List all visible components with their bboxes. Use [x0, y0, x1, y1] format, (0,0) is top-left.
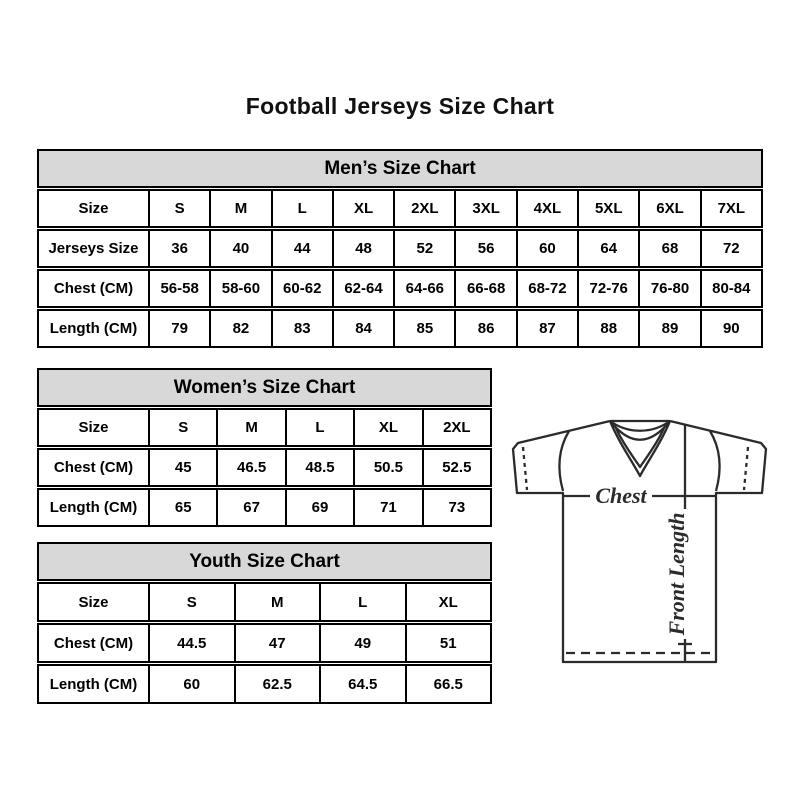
row-label-cell: Size	[78, 419, 109, 436]
mens-table-title: Men’s Size Chart	[324, 157, 476, 179]
youth-size-table	[37, 542, 492, 704]
right-armhole-seam	[710, 431, 720, 491]
value-cell: 50.5	[353, 450, 421, 485]
row-label-cell: Size	[78, 200, 109, 217]
row-label-cell: Chest (CM)	[53, 634, 134, 652]
value-cell: 80-84	[700, 271, 761, 306]
value-cell: 64.5	[319, 666, 405, 702]
table-row	[37, 488, 492, 527]
row-label-cell: Size	[78, 593, 109, 611]
value-cell: 52	[393, 231, 454, 266]
row-label-cell: Chest (CM)	[53, 280, 134, 297]
value-cell: 72-76	[577, 271, 638, 306]
value-cell: S	[148, 584, 234, 620]
value-cell: M	[209, 191, 270, 226]
table-row	[37, 269, 763, 308]
value-cell: 90	[700, 311, 761, 346]
value-cell: 84	[332, 311, 393, 346]
value-cell: 40	[209, 231, 270, 266]
left-armhole-seam	[559, 431, 569, 491]
mens-size-table	[37, 149, 763, 348]
page-title: Football Jerseys Size Chart	[245, 93, 555, 119]
value-cell: 48	[332, 231, 393, 266]
table-row	[37, 582, 492, 622]
value-cell: XL	[353, 410, 421, 445]
value-cell: 72	[700, 231, 761, 266]
value-cell: 82	[209, 311, 270, 346]
value-cell: 3XL	[454, 191, 515, 226]
value-cell: 67	[216, 490, 284, 525]
value-cell: 62-64	[332, 271, 393, 306]
table-row	[37, 623, 492, 663]
value-cell: 48.5	[285, 450, 353, 485]
row-label-cell: Chest (CM)	[53, 459, 134, 476]
value-cell: 56	[454, 231, 515, 266]
value-cell: 68	[638, 231, 699, 266]
table-row	[37, 309, 763, 348]
row-label-cell: Length (CM)	[49, 499, 138, 516]
womens-table-title-band	[37, 368, 492, 407]
table-row	[37, 408, 492, 447]
value-cell: 66-68	[454, 271, 515, 306]
value-cell: M	[234, 584, 320, 620]
value-cell: 36	[148, 231, 209, 266]
left-cuff-dashed-line	[523, 447, 527, 490]
value-cell: 51	[405, 625, 491, 661]
value-cell: 66.5	[405, 666, 491, 702]
row-label-cell: Length (CM)	[49, 675, 138, 693]
value-cell: 2XL	[393, 191, 454, 226]
value-cell: 62.5	[234, 666, 320, 702]
value-cell: 44	[271, 231, 332, 266]
value-cell: 7XL	[700, 191, 761, 226]
jersey-measurement-diagram	[500, 403, 772, 665]
value-cell: M	[216, 410, 284, 445]
value-cell: 85	[393, 311, 454, 346]
value-cell: 52.5	[422, 450, 490, 485]
chest-label: Chest	[595, 483, 647, 508]
value-cell: 87	[516, 311, 577, 346]
value-cell: 46.5	[216, 450, 284, 485]
value-cell: 56-58	[148, 271, 209, 306]
value-cell: 4XL	[516, 191, 577, 226]
table-row	[37, 189, 763, 228]
value-cell: XL	[332, 191, 393, 226]
value-cell: 60-62	[271, 271, 332, 306]
front-length-label: Front Length	[664, 512, 689, 636]
value-cell: 49	[319, 625, 405, 661]
value-cell: 44.5	[148, 625, 234, 661]
mens-table-title-band	[37, 149, 763, 188]
table-row	[37, 229, 763, 268]
value-cell: 60	[516, 231, 577, 266]
value-cell: 86	[454, 311, 515, 346]
table-row	[37, 664, 492, 704]
value-cell: 83	[271, 311, 332, 346]
value-cell: 73	[422, 490, 490, 525]
row-label-cell: Length (CM)	[49, 320, 138, 337]
value-cell: 45	[148, 450, 216, 485]
value-cell: L	[285, 410, 353, 445]
value-cell: L	[319, 584, 405, 620]
value-cell: L	[271, 191, 332, 226]
value-cell: 89	[638, 311, 699, 346]
value-cell: 47	[234, 625, 320, 661]
value-cell: 71	[353, 490, 421, 525]
jersey-outline	[513, 421, 766, 662]
value-cell: 76-80	[638, 271, 699, 306]
value-cell: XL	[405, 584, 491, 620]
value-cell: S	[148, 410, 216, 445]
right-cuff-dashed-line	[744, 447, 748, 490]
value-cell: 88	[577, 311, 638, 346]
value-cell: 6XL	[638, 191, 699, 226]
value-cell: S	[148, 191, 209, 226]
value-cell: 64-66	[393, 271, 454, 306]
value-cell: 68-72	[516, 271, 577, 306]
value-cell: 69	[285, 490, 353, 525]
table-row	[37, 448, 492, 487]
value-cell: 65	[148, 490, 216, 525]
value-cell: 79	[148, 311, 209, 346]
value-cell: 2XL	[422, 410, 490, 445]
womens-table-title: Women’s Size Chart	[173, 376, 356, 398]
value-cell: 5XL	[577, 191, 638, 226]
row-label-cell: Jerseys Size	[48, 240, 139, 257]
value-cell: 64	[577, 231, 638, 266]
womens-size-table	[37, 368, 492, 527]
youth-table-title-band	[37, 542, 492, 581]
value-cell: 60	[148, 666, 234, 702]
value-cell: 58-60	[209, 271, 270, 306]
youth-table-title: Youth Size Chart	[189, 550, 340, 572]
